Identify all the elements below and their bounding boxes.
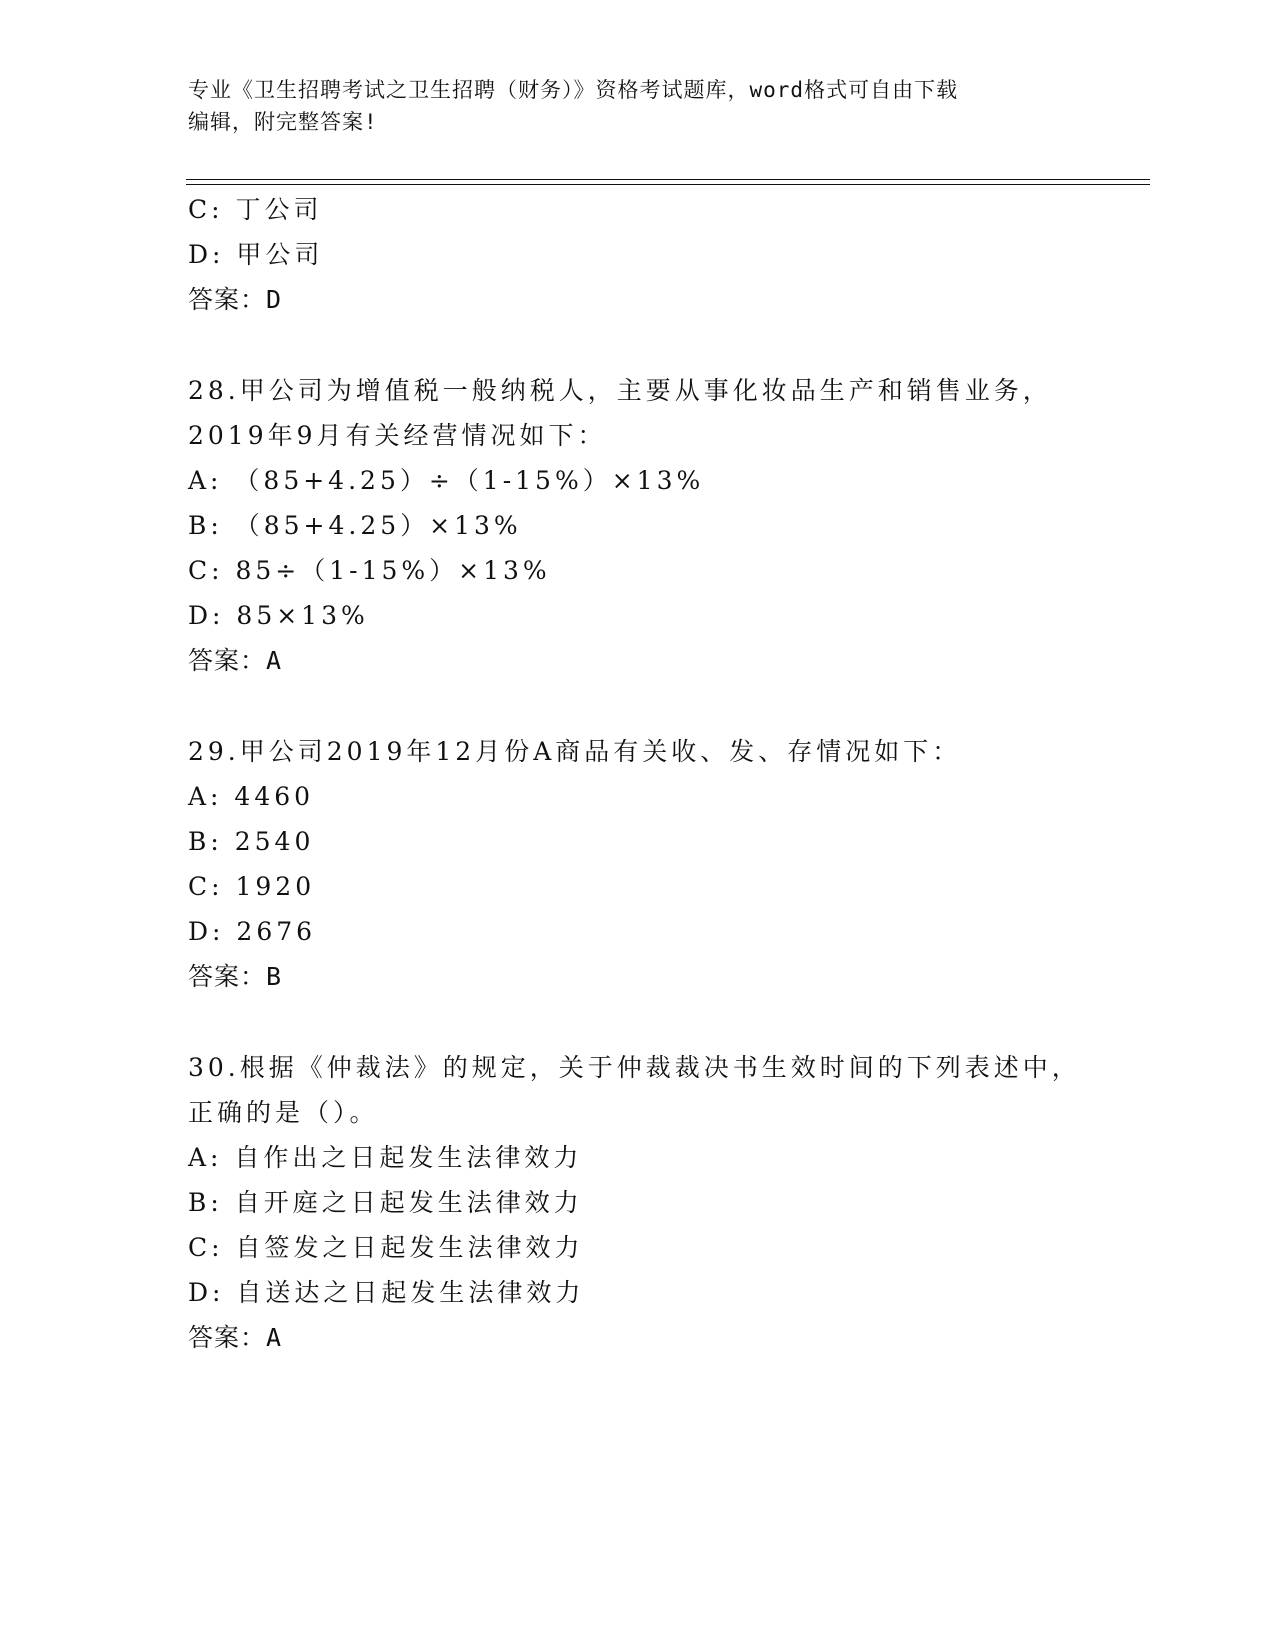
header-line-1: 专业《卫生招聘考试之卫生招聘（财务）》资格考试题库，word格式可自由下载 (188, 78, 959, 102)
q30-option-c: C: 自签发之日起发生法律效力 (188, 1233, 584, 1262)
q29-option-b: B: 2540 (188, 827, 315, 856)
q28-option-c: C: 85÷（1-15%）×13% (188, 556, 551, 585)
page-header (188, 74, 1088, 138)
q28-stem-line-2: 2019年9月有关经营情况如下： (188, 421, 607, 450)
q30-stem-line-2: 正确的是（）。 (188, 1098, 379, 1127)
prev-option-c: C: 丁公司 (188, 195, 323, 224)
q30-stem-line-1: 30.根据《仲裁法》的规定，关于仲裁裁决书生效时间的下列表述中， (188, 1053, 1081, 1082)
q28-option-d: D: 85×13% (188, 601, 369, 630)
q29-option-d: D: 2676 (188, 917, 317, 946)
header-rule-bottom (186, 184, 1150, 185)
header-line-2: 编辑，附完整答案! (188, 110, 378, 134)
q29-option-a: A: 4460 (188, 782, 315, 811)
header-rule-top (186, 179, 1150, 180)
q28-option-b: B: （85+4.25）×13% (188, 511, 522, 540)
q28-stem-line-1: 28.甲公司为增值税一般纳税人，主要从事化妆品生产和销售业务， (188, 376, 1052, 405)
q29-answer: 答案：B (188, 962, 283, 991)
q28-option-a: A: （85+4.25）÷（1-15%）×13% (188, 466, 705, 495)
q30-option-d: D: 自送达之日起发生法律效力 (188, 1278, 585, 1307)
prev-answer: 答案：D (188, 285, 283, 314)
q28-answer: 答案：A (188, 646, 283, 675)
prev-option-d: D: 甲公司 (188, 240, 324, 269)
q30-option-a: A: 自作出之日起发生法律效力 (188, 1143, 583, 1172)
q29-option-c: C: 1920 (188, 872, 316, 901)
q30-option-b: B: 自开庭之日起发生法律效力 (188, 1188, 583, 1217)
q29-stem-line-1: 29.甲公司2019年12月份A商品有关收、发、存情况如下： (188, 737, 962, 766)
q30-answer: 答案：A (188, 1323, 283, 1352)
